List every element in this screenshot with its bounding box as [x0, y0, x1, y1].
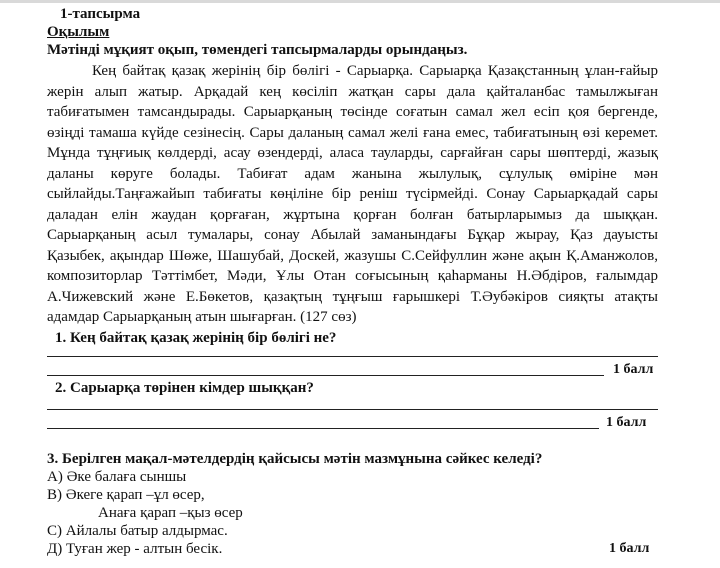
answer-line[interactable]: [47, 409, 658, 410]
text-line: Сарыарқаның асыл тумалары, сонау Абылай заманындағы Бұқар жырау, Қаз дауысты: [47, 227, 658, 243]
option-b-continued: Анаға қарап –қыз өсер: [98, 505, 243, 521]
question-1: 1. Кең байтақ қазақ жерінің бір бөлігі не?: [55, 330, 337, 346]
text-line: жерін алып жатыр. Арқадай кең көсіліп жатқан сары дала қайталанбас тамылжыған: [47, 83, 658, 100]
answer-line[interactable]: [47, 356, 658, 357]
option-a: А) Әке балаға сыншы: [47, 469, 187, 485]
text-line: Кең байтақ қазақ жерінің бір бөлігі - Сарыарқа. Сарыарқа Қазақстанның ұлан-ғайыр: [92, 63, 658, 79]
task-title: 1-тапсырма: [60, 6, 141, 22]
text-line: өзіңді тамаша күйде сезінесің. Сары даланың самал желі ғана емес, табиғатының өзі керемет.: [47, 124, 658, 141]
reading-text: [47, 61, 658, 328]
score-label: 1 балл: [613, 362, 654, 377]
score-label: 1 балл: [609, 541, 650, 556]
answer-line[interactable]: [47, 375, 604, 376]
top-border: [0, 0, 720, 3]
question-2: 2. Сарыарқа төрінен кімдер шыққан?: [55, 380, 314, 396]
text-line: А.Чижевский және Е.Бөкетов, қазақтың тұңғыш ғарышкері Т.Әубәкіров сияқты атақты: [47, 288, 658, 305]
score-label: 1 балл: [606, 415, 647, 430]
option-c: С) Айлалы батыр алдырмас.: [47, 523, 228, 539]
instruction: Мәтінді мұқият оқып, төмендегі тапсырмаларды орындаңыз.: [47, 42, 468, 58]
text-line: Қазыбек, ақындар Шөже, Шашубай, Доскей, жазушы С.Сейфуллин және ақын Қ.Аманжолов,: [47, 247, 658, 264]
text-line: композиторлар Тәттімбет, Мәди, Ұлы Отан соғысының қаһарманы Н.Әбдіров, ғалымдар: [47, 268, 658, 284]
text-line: сыйлайды.Таңғажайып табиғаты көңіліне бір реніш түсірмейді. Сонау Сарыарқадай сары: [47, 186, 658, 202]
text-line: адамдар Сарыарқаның атын шығарған. (127 сөз): [47, 309, 357, 325]
text-line: даладан елін жаудан қорғаған, жұртына қорған болған батырларымыз да шыққан.: [47, 206, 658, 223]
option-b: В) Әкеге қарап –ұл өсер,: [47, 487, 205, 503]
text-line: табиғатымен тамсандырады. Сарыарқаның төсінде соғатын самал жел есіп қоя бергенде,: [47, 104, 658, 120]
answer-line[interactable]: [47, 428, 599, 429]
text-line: даланы көруге болады. Табиғат адам жанына жылулық, сұлулық өміріне мән: [47, 165, 658, 182]
option-d: Д) Туған жер - алтын бесік.: [47, 541, 223, 557]
question-3: 3. Берілген мақал-мәтелдердің қайсысы мәтін мазмұнына сәйкес келеді?: [47, 451, 543, 467]
section-title: Оқылым: [47, 24, 110, 40]
text-line: Мұнда тұңғиық көлдерді, асау өзендерді, аласа тауларды, сарғайған сары шөптерді, жазық: [47, 145, 658, 161]
